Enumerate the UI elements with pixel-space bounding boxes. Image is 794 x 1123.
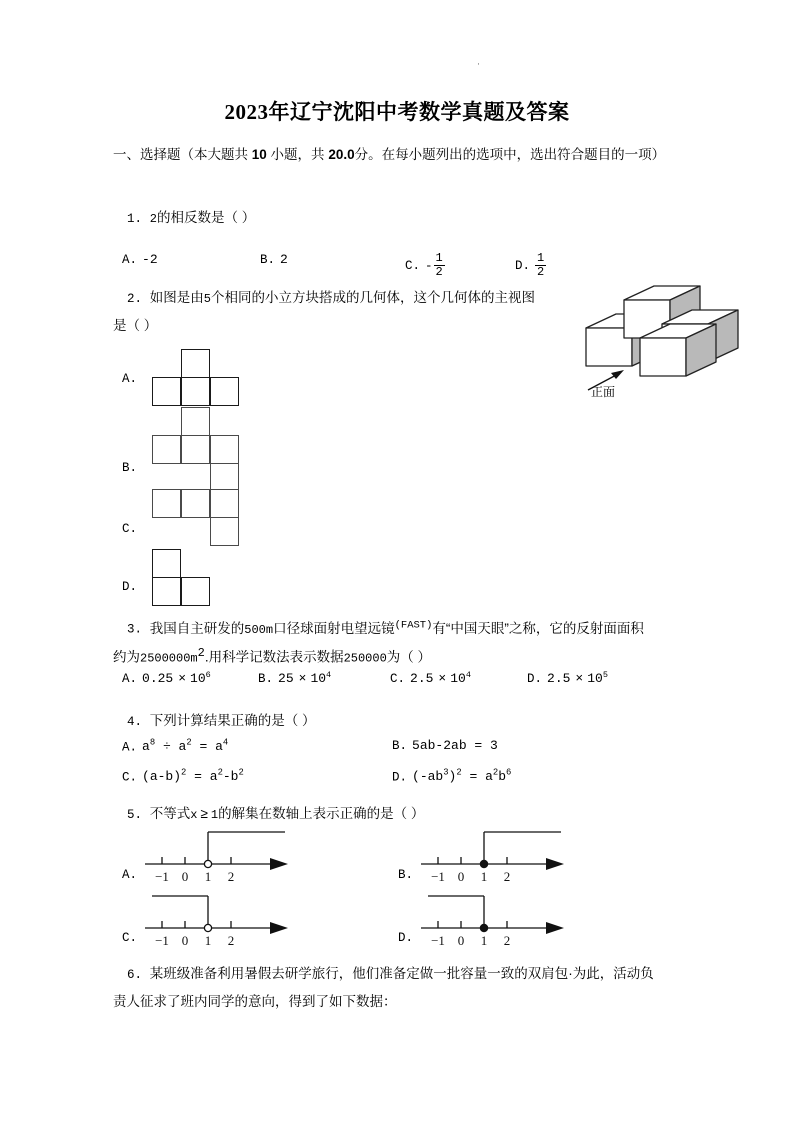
q3-text-c: 有“中国天眼”之称，它的反射面面积 <box>432 620 644 636</box>
times-sign: × <box>178 671 187 687</box>
q5-inequality-sign: ≥ <box>200 806 208 821</box>
grid-cell <box>181 377 210 406</box>
grid-cell <box>210 435 239 464</box>
svg-text:0: 0 <box>457 869 465 884</box>
question-4-option-a[interactable] <box>122 738 228 754</box>
section-heading-prefix: 一、选择题（本大题共 <box>113 147 252 162</box>
question-5-option-b-numberline[interactable] <box>416 824 596 886</box>
question-3-option-a[interactable] <box>122 670 211 686</box>
svg-text:1: 1 <box>480 933 488 948</box>
svg-text:0: 0 <box>181 869 189 884</box>
grid-cell <box>181 489 210 518</box>
question-1-option-a[interactable] <box>122 252 158 267</box>
q2-count: 5 <box>203 292 211 306</box>
question-5-option-a-letter[interactable]: A. <box>122 868 138 882</box>
question-4-number: 4. <box>127 715 143 729</box>
option-letter: A. <box>122 740 138 755</box>
question-6-stem-line2: 责人征求了班内同学的意向，得到了如下数据： <box>113 994 397 1009</box>
option-letter: D. <box>527 672 543 687</box>
fraction-numerator: 1 <box>435 251 443 265</box>
question-3-text-line1 <box>150 621 644 636</box>
question-5-option-d-letter[interactable]: D. <box>398 931 414 945</box>
option-exponent: 5 <box>602 670 608 680</box>
q3-area-value: 2500000m <box>140 651 198 666</box>
cube-figure-svg <box>578 278 778 398</box>
question-2-option-a-letter[interactable]: A. <box>122 372 138 386</box>
question-2-option-b-letter[interactable]: B. <box>122 461 138 475</box>
section-heading-points: 20.0 <box>328 147 355 162</box>
question-2-option-c-letter[interactable]: C. <box>122 522 138 536</box>
option-expression: 5ab-2ab = 3 <box>412 738 498 753</box>
option-letter: C. <box>122 770 138 785</box>
q2-text-b: 个相同的小立方块搭成的几何体，这个几何体的主视图 <box>210 290 535 305</box>
q3-line2-a: 约为 <box>113 649 140 665</box>
option-letter: A. <box>122 253 138 267</box>
question-2-number: 2. <box>127 292 143 306</box>
svg-text:2: 2 <box>503 869 511 884</box>
grid-cell <box>210 517 239 546</box>
svg-text:−1: −1 <box>155 869 169 884</box>
grid-cell <box>181 407 210 436</box>
question-5-option-c-letter[interactable]: C. <box>122 931 138 945</box>
option-letter: D. <box>392 770 408 785</box>
option-expression: $a^8 \div a^2 = a^4$ <box>142 738 229 755</box>
option-mantissa: 2.5 <box>547 671 571 687</box>
times-sign: × <box>298 671 307 687</box>
grid-cell <box>210 463 239 492</box>
question-1-number: 1. <box>127 212 143 226</box>
svg-text:−1: −1 <box>155 933 169 948</box>
svg-text:1: 1 <box>480 869 488 884</box>
question-4-text: 下列计算结果正确的是（ ） <box>149 713 316 728</box>
cube-figure-front-label: 正面 <box>591 385 616 399</box>
option-mantissa: 2.5 <box>410 671 434 687</box>
option-exponent: 6 <box>205 670 211 680</box>
svg-text:0: 0 <box>457 933 465 948</box>
option-expression: $(-ab^3)^2 = a^2b^6$ <box>412 768 512 785</box>
svg-text:1: 1 <box>204 933 212 948</box>
section-heading-suffix: 分。在每小题列出的选项中，选出符合题目的一项） <box>354 147 666 162</box>
minus-sign: - <box>425 259 433 274</box>
question-3-option-b[interactable] <box>258 670 331 686</box>
fraction-denominator: 2 <box>435 264 443 279</box>
q3-line2-c: 为（ ） <box>386 649 432 665</box>
question-1-leading-number: 2 <box>149 212 157 226</box>
fraction-denominator: 2 <box>537 264 545 279</box>
question-2-text-line1 <box>150 290 535 305</box>
option-letter: C. <box>390 672 406 687</box>
option-value: 2 <box>280 252 288 267</box>
question-5-number: 5. <box>127 808 143 822</box>
section-heading-count: 10 <box>251 147 267 162</box>
svg-text:2: 2 <box>227 933 235 948</box>
q3-line2-b: .用科学记数法表示数据 <box>204 649 344 665</box>
question-1-text <box>150 210 255 225</box>
grid-cell <box>210 489 239 518</box>
question-3-option-c[interactable] <box>390 670 471 686</box>
option-letter: B. <box>260 253 276 267</box>
q3-fast-abbr: (FAST) <box>394 619 433 631</box>
question-2-stem-line2: 是（ ） <box>113 318 158 333</box>
question-1-option-b[interactable] <box>260 252 288 267</box>
option-exponent: 4 <box>326 670 332 680</box>
option-expression: $(a-b)^2 = a^2-b^2$ <box>142 768 244 785</box>
section-heading-mid: 小题，共 <box>266 147 329 162</box>
question-3-option-d[interactable] <box>527 670 608 686</box>
option-letter: B. <box>392 739 408 753</box>
grid-cell <box>152 549 181 578</box>
q5-text-b: 的解集在数轴上表示正确的是（ ） <box>218 806 425 821</box>
question-5-option-b-letter[interactable]: B. <box>398 868 414 882</box>
grid-cell <box>152 435 181 464</box>
option-letter: B. <box>258 672 274 687</box>
q2-text-a: 如图是由 <box>149 290 204 305</box>
fraction-numerator: 1 <box>537 251 545 265</box>
q5-bound: 1 <box>210 808 219 822</box>
option-exponent: 4 <box>465 670 471 680</box>
question-6-number: 6. <box>127 968 143 982</box>
option-value-neg-fraction <box>425 253 446 279</box>
section-heading <box>113 143 713 163</box>
question-5-option-c-numberline[interactable] <box>140 888 320 950</box>
q3-text-a: 我国自主研发的 <box>149 620 245 636</box>
q5-variable: x <box>190 808 198 822</box>
question-5-option-a-numberline[interactable] <box>140 824 320 886</box>
svg-text:0: 0 <box>181 933 189 948</box>
question-4-option-c[interactable] <box>122 768 244 784</box>
grid-cell <box>152 577 181 606</box>
svg-text:2: 2 <box>503 933 511 948</box>
svg-text:−1: −1 <box>431 869 445 884</box>
grid-cell <box>181 577 210 606</box>
option-value-fraction <box>535 252 546 278</box>
q3-target-number: 250000 <box>343 651 387 666</box>
option-base: 10 <box>190 671 206 687</box>
option-mantissa: 25 <box>278 671 294 687</box>
option-letter: D. <box>515 259 531 274</box>
question-2-stem-line1 <box>127 283 535 314</box>
grid-cell <box>210 377 239 406</box>
page-title: 2023年辽宁沈阳中考数学真题及答案 <box>224 100 570 124</box>
q5-text-a: 不等式 <box>149 806 191 821</box>
fraction <box>434 252 445 278</box>
question-3-stem-line2 <box>113 638 431 674</box>
question-4-stem <box>127 706 316 737</box>
grid-cell <box>181 349 210 378</box>
svg-text:−1: −1 <box>431 933 445 948</box>
question-2-option-d-letter[interactable]: D. <box>122 580 138 594</box>
question-6-stem-line1 <box>127 959 654 990</box>
option-base: 10 <box>587 671 603 687</box>
question-1-option-d[interactable] <box>515 245 547 279</box>
option-letter: A. <box>122 672 138 687</box>
svg-text:1: 1 <box>204 869 212 884</box>
option-letter: C. <box>405 259 421 274</box>
q3-text-b: 口径球面射电望远镜 <box>273 620 395 636</box>
times-sign: × <box>438 671 447 687</box>
question-6-text-line1: 某班级准备利用暑假去研学旅行，他们准备定做一批容量一致的双肩包·为此，活动负 <box>149 966 654 981</box>
question-3-number: 3. <box>127 622 143 637</box>
question-1-stem <box>127 203 255 234</box>
option-value: -2 <box>142 252 158 267</box>
svg-text:2: 2 <box>227 869 235 884</box>
question-5-option-d-numberline[interactable] <box>416 888 596 950</box>
question-1-rest: 的相反数是（ ） <box>156 210 256 225</box>
grid-cell <box>152 489 181 518</box>
grid-cell <box>181 435 210 464</box>
q3-area-exponent: 2 <box>197 646 205 660</box>
option-base: 10 <box>450 671 466 687</box>
question-1-option-c[interactable] <box>405 245 446 279</box>
option-base: 10 <box>310 671 327 687</box>
option-mantissa: 0.25 <box>142 671 174 687</box>
times-sign: × <box>575 671 584 687</box>
q3-diameter: 500m <box>244 622 274 637</box>
corner-dot-mark: · <box>477 59 480 69</box>
question-5-text <box>150 806 425 821</box>
grid-cell <box>152 377 181 406</box>
question-4-option-b[interactable] <box>392 738 498 753</box>
question-4-option-d[interactable] <box>392 768 511 784</box>
